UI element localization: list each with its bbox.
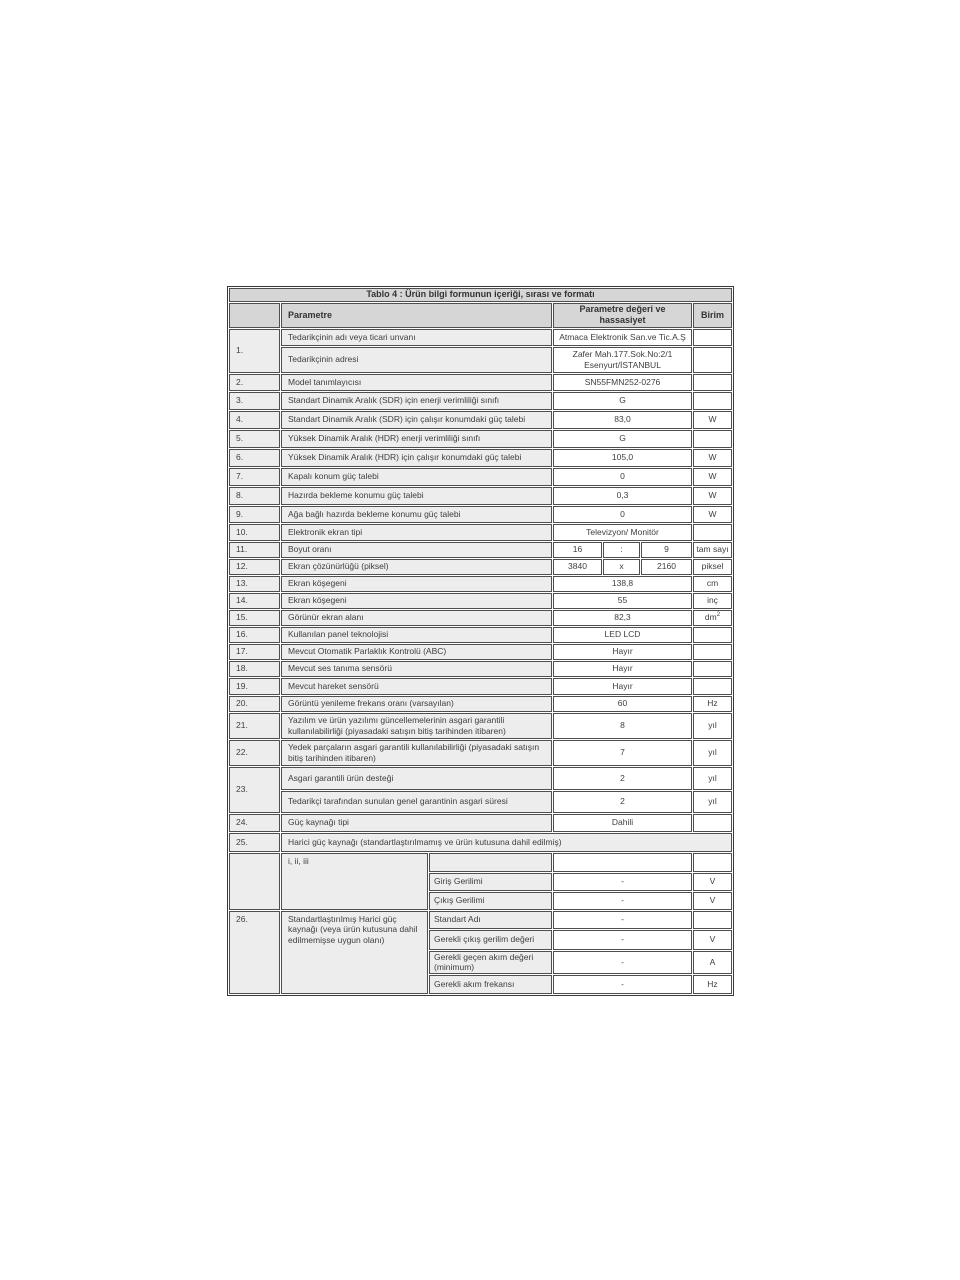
parameter-cell: Ekran çözünürlüğü (piksel) <box>281 559 552 575</box>
parameter-cell: Yedek parçaların asgari garantili kullanılabilirliği (piyasadaki satışın bitiş tarihinden itibaren) <box>281 740 552 766</box>
unit-cell <box>693 374 732 391</box>
row-number-cell: 7. <box>229 468 280 486</box>
row-number-cell: 24. <box>229 814 280 832</box>
unit-cell <box>693 392 732 410</box>
unit-cell <box>693 678 732 695</box>
unit-cell: piksel <box>693 559 732 575</box>
unit-cell: yıl <box>693 713 732 739</box>
row-number-cell: 26. <box>229 911 280 994</box>
unit-cell <box>693 644 732 660</box>
parameter-cell: Ağa bağlı hazırda bekleme konumu güç talebi <box>281 506 552 523</box>
table-row <box>229 911 732 929</box>
parameter-cell: Model tanımlayıcısı <box>281 374 552 391</box>
table-row <box>229 767 732 790</box>
row-number-cell: 17. <box>229 644 280 660</box>
row-number-cell: 21. <box>229 713 280 739</box>
row-number-cell: 11. <box>229 542 280 558</box>
parameter-cell: Kapalı konum güç talebi <box>281 468 552 486</box>
value-cell: 3840 <box>553 559 602 575</box>
table-row <box>229 288 732 302</box>
unit-cell: yıl <box>693 767 732 790</box>
parameter-cell: Yüksek Dinamik Aralık (HDR) enerji verimliliği sınıfı <box>281 430 552 448</box>
row-number-cell: 18. <box>229 661 280 677</box>
row-number-cell: 14. <box>229 593 280 609</box>
unit-cell: V <box>693 892 732 910</box>
sub-parameter-cell: Gerekli geçen akım değeri (minimum) <box>429 951 552 974</box>
value-cell: SN55FMN252-0276 <box>553 374 692 391</box>
sub-parameter-cell: Giriş Gerilimi <box>429 873 552 891</box>
table-row <box>229 487 732 505</box>
value-cell: Hayır <box>553 661 692 677</box>
value-cell: - <box>553 873 692 891</box>
value-cell: 2 <box>553 767 692 790</box>
row-number-cell: 15. <box>229 610 280 626</box>
table-row <box>229 678 732 695</box>
unit-cell: yıl <box>693 791 732 813</box>
row-number-cell: 2. <box>229 374 280 391</box>
parameter-cell: Ekran köşegeni <box>281 593 552 609</box>
unit-cell <box>693 347 732 373</box>
parameter-cell: Güç kaynağı tipi <box>281 814 552 832</box>
table-row <box>229 644 732 660</box>
row-number-cell: 5. <box>229 430 280 448</box>
sub-parameter-cell <box>429 853 552 872</box>
value-cell: Dahili <box>553 814 692 832</box>
value-cell: 7 <box>553 740 692 766</box>
sub-parameter-cell: Gerekli akım frekansı <box>429 975 552 994</box>
value-cell <box>553 853 692 872</box>
row-number-cell: 16. <box>229 627 280 643</box>
table-row <box>229 449 732 467</box>
unit-cell <box>693 661 732 677</box>
product-info-table-grid <box>228 287 733 995</box>
parameter-cell: Elektronik ekran tipi <box>281 524 552 541</box>
parameter-cell: Tedarikçi tarafından sunulan genel garantinin asgari süresi <box>281 791 552 813</box>
table-row <box>229 524 732 541</box>
value-cell: 0,3 <box>553 487 692 505</box>
unit-cell: W <box>693 449 732 467</box>
row-number-cell: 10. <box>229 524 280 541</box>
value-cell: LED LCD <box>553 627 692 643</box>
table-row <box>229 576 732 592</box>
value-cell <box>553 347 692 373</box>
unit-cell: inç <box>693 593 732 609</box>
row-number-cell: 13. <box>229 576 280 592</box>
table-row <box>229 713 732 739</box>
row-number-cell: 12. <box>229 559 280 575</box>
table-row <box>229 661 732 677</box>
parameter-cell: Tedarikçinin adresi <box>281 347 552 373</box>
value-cell: 82,3 <box>553 610 692 626</box>
value-cell: - <box>553 911 692 929</box>
parameter-cell: Mevcut hareket sensörü <box>281 678 552 695</box>
row-number-cell: 22. <box>229 740 280 766</box>
header-corner-cell <box>229 303 280 328</box>
row-number-cell: 4. <box>229 411 280 429</box>
header-birim: Birim <box>693 303 732 328</box>
header-parametre: Parametre <box>281 303 552 328</box>
unit-cell: Hz <box>693 975 732 994</box>
parameter-cell: Ekran köşegeni <box>281 576 552 592</box>
value-cell: - <box>553 930 692 950</box>
parameter-cell: Tedarikçinin adı veya ticari unvanı <box>281 329 552 346</box>
table-row <box>229 347 732 373</box>
product-info-table <box>227 286 734 996</box>
unit-cell: V <box>693 873 732 891</box>
unit-cell: W <box>693 468 732 486</box>
value-cell: 60 <box>553 696 692 712</box>
unit-cell <box>693 430 732 448</box>
unit-cell: Hz <box>693 696 732 712</box>
table-row <box>229 593 732 609</box>
sub-parameter-cell: Gerekli çıkış gerilim değeri <box>429 930 552 950</box>
value-cell: - <box>553 975 692 994</box>
parameter-cell: Görüntü yenileme frekans oranı (varsayılan) <box>281 696 552 712</box>
table-row <box>229 392 732 410</box>
table-row <box>229 303 732 328</box>
unit-cell: A <box>693 951 732 974</box>
table-row <box>229 559 732 575</box>
value-cell: 0 <box>553 468 692 486</box>
row-number-cell: 9. <box>229 506 280 523</box>
header-value: Parametre değeri ve hassasiyet <box>553 303 692 328</box>
value-separator-cell: x <box>603 559 640 575</box>
value-cell: 2 <box>553 791 692 813</box>
row-number-cell: 19. <box>229 678 280 695</box>
value-cell: Televizyon/ Monitör <box>553 524 692 541</box>
unit-superscript: 2 <box>716 612 721 619</box>
row-number-cell <box>229 853 280 910</box>
parameter-cell: Boyut oranı <box>281 542 552 558</box>
unit-cell: yıl <box>693 740 732 766</box>
unit-cell <box>693 524 732 541</box>
table-row <box>229 411 732 429</box>
value-cell: 105,0 <box>553 449 692 467</box>
value-cell: 16 <box>553 542 602 558</box>
row-number-cell: 23. <box>229 767 280 813</box>
unit-cell: tam sayı <box>693 542 732 558</box>
table-row <box>229 853 732 872</box>
row-number-cell: 3. <box>229 392 280 410</box>
value-cell: - <box>553 951 692 974</box>
address-line-1: Zafer Mah.177.Sok.No:2/1 <box>572 348 673 359</box>
unit-cell: W <box>693 411 732 429</box>
unit-cell <box>693 610 732 626</box>
parameter-cell: Yüksek Dinamik Aralık (HDR) için çalışır konumdaki güç talebi <box>281 449 552 467</box>
parameter-cell: Görünür ekran alanı <box>281 610 552 626</box>
parameter-cell: Hazırda bekleme konumu güç talebi <box>281 487 552 505</box>
unit-cell <box>693 911 732 929</box>
row-number-cell: 6. <box>229 449 280 467</box>
parameter-cell: Standart Dinamik Aralık (SDR) için enerji verimliliği sınıfı <box>281 392 552 410</box>
parameter-cell: Harici güç kaynağı (standartlaştırılmamış ve ürün kutusuna dahil edilmiş) <box>281 833 732 852</box>
parameter-cell: Mevcut ses tanıma sensörü <box>281 661 552 677</box>
unit-cell <box>693 853 732 872</box>
table-row <box>229 374 732 391</box>
table-row <box>229 833 732 852</box>
table-row <box>229 506 732 523</box>
roman-list-cell: i, ii, iii <box>281 853 428 910</box>
group-label-cell: Standartlaştırılmış Harici güç kaynağı (veya ürün kutusuna dahil edilmemişse uygun olanı) <box>281 911 428 994</box>
parameter-cell: Standart Dinamik Aralık (SDR) için çalışır konumdaki güç talebi <box>281 411 552 429</box>
table-title: Tablo 4 : Ürün bilgi formunun içeriği, sırası ve formatı <box>229 288 732 302</box>
parameter-cell: Mevcut Otomatik Parlaklık Kontrolü (ABC) <box>281 644 552 660</box>
row-number-cell: 20. <box>229 696 280 712</box>
table-row <box>229 610 732 626</box>
unit-cell <box>693 627 732 643</box>
row-number-cell: 25. <box>229 833 280 852</box>
value-cell: 0 <box>553 506 692 523</box>
value-cell: 2160 <box>641 559 692 575</box>
value-cell: G <box>553 430 692 448</box>
unit-cell: W <box>693 506 732 523</box>
sub-parameter-cell: Standart Adı <box>429 911 552 929</box>
parameter-cell: Kullanılan panel teknolojisi <box>281 627 552 643</box>
value-cell: 8 <box>553 713 692 739</box>
row-number-cell: 1. <box>229 329 280 373</box>
parameter-cell: Asgari garantili ürün desteği <box>281 767 552 790</box>
unit-cell: W <box>693 487 732 505</box>
table-row <box>229 542 732 558</box>
unit-cell <box>693 814 732 832</box>
unit-cell: V <box>693 930 732 950</box>
value-cell: Atmaca Elektronik San.ve Tic.A.Ş <box>553 329 692 346</box>
value-separator-cell: : <box>603 542 640 558</box>
table-row <box>229 696 732 712</box>
value-cell: Hayır <box>553 644 692 660</box>
table-row <box>229 627 732 643</box>
unit-cell <box>693 329 732 346</box>
row-number-cell: 8. <box>229 487 280 505</box>
table-row <box>229 329 732 346</box>
address-line-2: Esenyurt/İSTANBUL <box>584 359 661 370</box>
value-cell: 9 <box>641 542 692 558</box>
value-cell: 83,0 <box>553 411 692 429</box>
unit-text: dm <box>704 612 717 623</box>
value-cell: 55 <box>553 593 692 609</box>
table-row <box>229 468 732 486</box>
sub-parameter-cell: Çıkış Gerilimi <box>429 892 552 910</box>
value-cell: 138,8 <box>553 576 692 592</box>
table-row <box>229 740 732 766</box>
table-row <box>229 430 732 448</box>
parameter-cell: Yazılım ve ürün yazılımı güncellemelerinin asgari garantili kullanılabilirliği (piyasadaki satışın bitiş tarihinden itibaren) <box>281 713 552 739</box>
unit-cell: cm <box>693 576 732 592</box>
value-cell: - <box>553 892 692 910</box>
table-row <box>229 814 732 832</box>
value-cell: G <box>553 392 692 410</box>
value-cell: Hayır <box>553 678 692 695</box>
table-row <box>229 791 732 813</box>
